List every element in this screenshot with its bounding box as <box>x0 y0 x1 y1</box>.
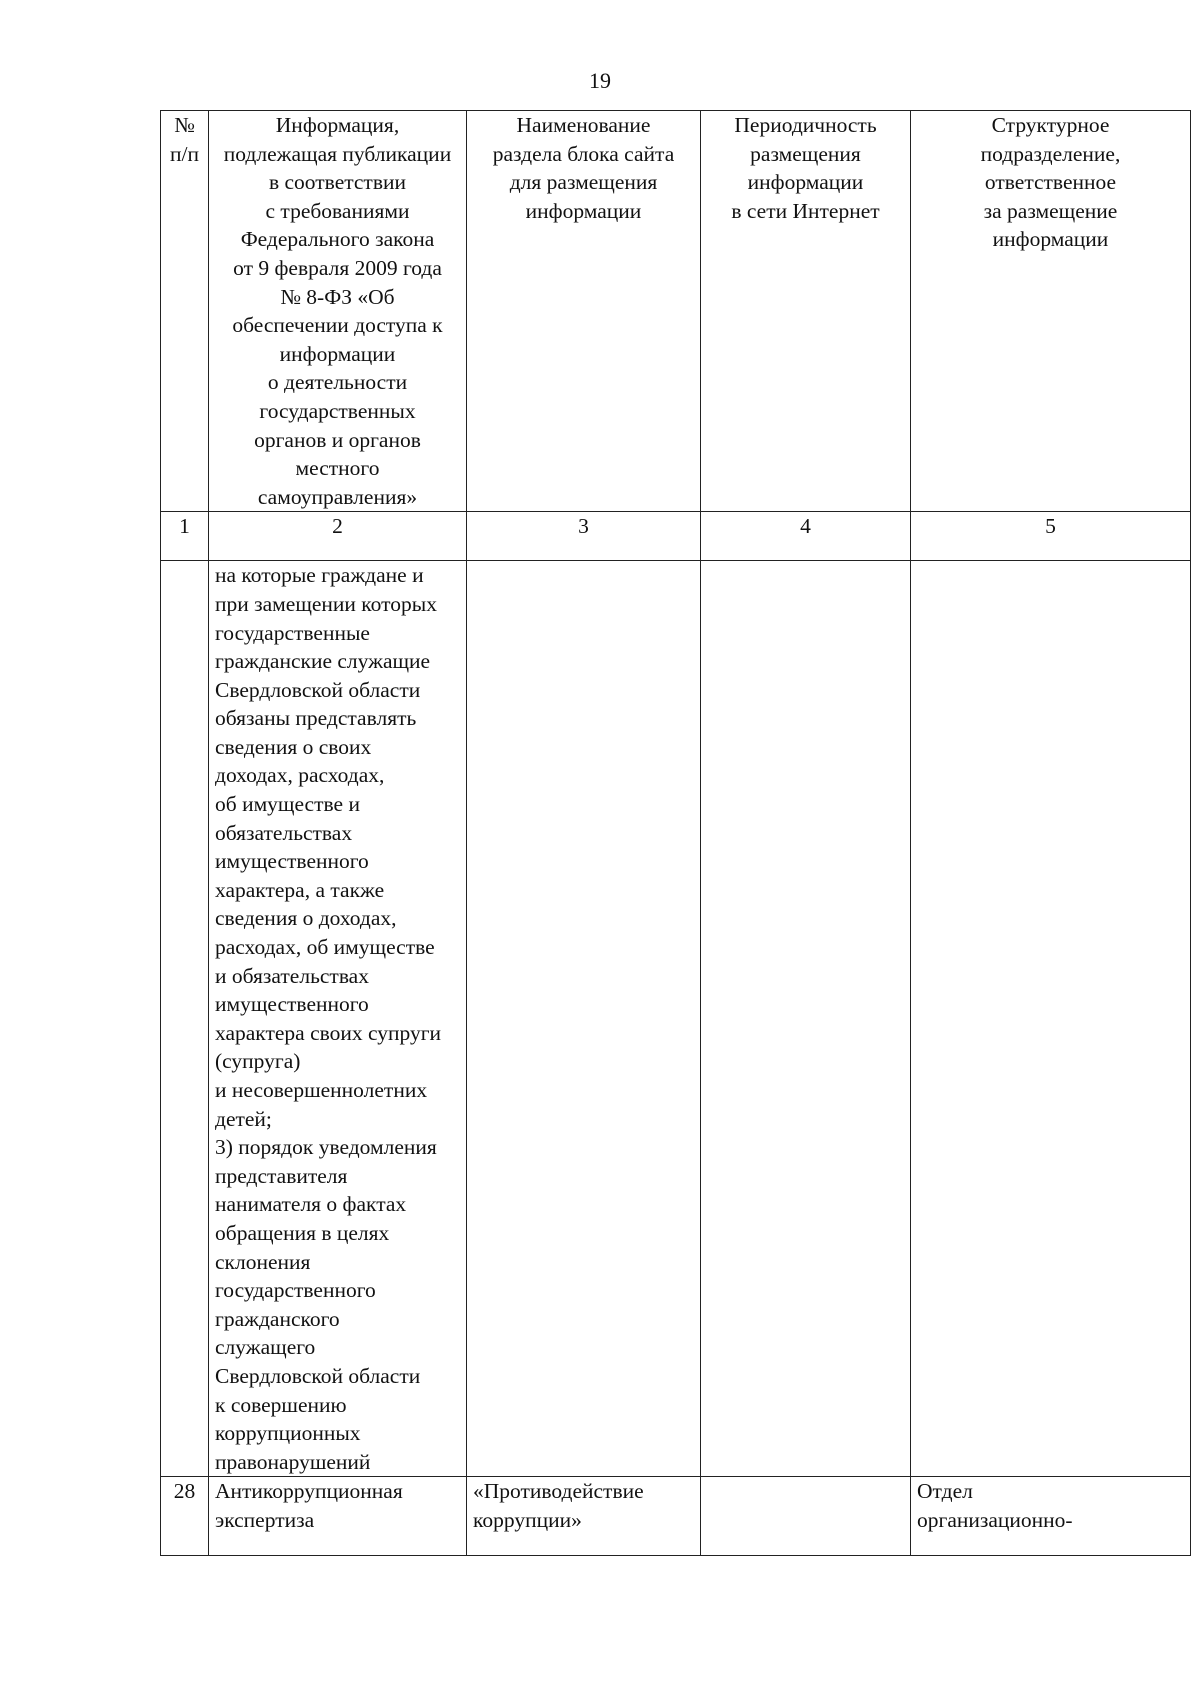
column-number: 3 <box>467 512 701 561</box>
text-line: на которые граждане и <box>215 563 424 588</box>
text-line: информации <box>747 170 864 195</box>
text-line: Антикоррупционная <box>215 1479 403 1504</box>
text-line: информации <box>992 227 1109 252</box>
text-line: гражданские служащие <box>215 649 431 674</box>
text-line: и обязательствах <box>215 963 369 988</box>
text-line: для размещения <box>509 170 658 195</box>
text-line: к совершению <box>215 1392 347 1417</box>
page-number: 19 <box>589 68 611 93</box>
text-line: о деятельности <box>267 370 408 395</box>
column-number: 4 <box>701 512 911 561</box>
cell-number: 28 <box>161 1477 209 1556</box>
text-line: нанимателя о фактах <box>215 1192 407 1217</box>
table-row-28 <box>161 1477 1191 1556</box>
text-line: (супруга) <box>215 1049 301 1074</box>
text-line: в сети Интернет <box>731 198 880 223</box>
text-line: самоуправления» <box>257 484 418 509</box>
text-line: № 8-ФЗ «Об <box>280 284 395 309</box>
text-line: коррупционных <box>215 1421 361 1446</box>
text-line: имущественного <box>215 849 369 874</box>
text-line: коррупции» <box>473 1507 582 1532</box>
text-line: п/п <box>170 141 199 166</box>
header-cell-information <box>209 111 467 512</box>
header-cell-section-name <box>467 111 701 512</box>
text-line: № <box>174 113 195 137</box>
text-line: Свердловской области <box>215 677 421 702</box>
text-line: сведения о доходах, <box>215 906 397 931</box>
text-line: Свердловской области <box>215 1363 421 1388</box>
text-line: характера своих супруги <box>215 1020 442 1045</box>
text-line: склонения <box>215 1249 311 1274</box>
cell-responsible-unit <box>911 561 1191 1477</box>
text-line: служащего <box>215 1335 316 1360</box>
text-line: обязательствах <box>215 820 353 845</box>
text-line: имущественного <box>215 992 369 1017</box>
column-number: 5 <box>911 512 1191 561</box>
text-line: правонарушений <box>215 1449 371 1474</box>
text-line: при замещении которых <box>215 591 437 616</box>
text-line: обязаны представлять <box>215 706 417 731</box>
text-line: Отдел <box>917 1479 973 1504</box>
text-line: государственные <box>215 620 370 645</box>
header-cell-periodicity <box>701 111 911 512</box>
text-line: доходах, расходах, <box>215 763 385 788</box>
text-line: организационно- <box>917 1507 1073 1532</box>
text-line: экспертиза <box>215 1507 315 1532</box>
text-line: ответственное <box>984 170 1117 195</box>
text-line: представителя <box>215 1163 348 1188</box>
column-number: 1 <box>161 512 209 561</box>
text-line: подлежащая публикации <box>223 141 452 166</box>
header-cell-responsible-unit <box>911 111 1191 512</box>
cell-responsible-unit <box>911 1477 1191 1556</box>
text-line: обеспечении доступа к <box>232 313 443 338</box>
text-line: и несовершеннолетних <box>215 1078 428 1102</box>
text-line: органов и органов <box>254 427 421 452</box>
text-line: Федерального закона <box>240 227 435 252</box>
text-line: за размещение <box>983 198 1118 223</box>
text-line: расходах, об имуществе <box>215 935 435 960</box>
text-line: «Противодействие <box>473 1479 644 1504</box>
text-line: государственных <box>259 398 416 423</box>
text-line: Структурное <box>991 113 1110 137</box>
text-line: в соответствии <box>268 170 406 195</box>
text-line: с требованиями <box>265 198 410 223</box>
table-header-row <box>161 111 1191 512</box>
cell-periodicity <box>701 561 911 1477</box>
column-number-row <box>161 512 1191 561</box>
text-line: раздела блока сайта <box>492 141 675 166</box>
cell-number <box>161 561 209 1477</box>
text-line: информации <box>279 341 396 366</box>
table-row-continuation <box>161 561 1191 1477</box>
text-line: Информация, <box>275 113 400 137</box>
disclosure-table <box>160 110 1191 1556</box>
text-line: гражданского <box>215 1306 340 1331</box>
cell-section-name <box>467 1477 701 1556</box>
text-line: обращения в целях <box>215 1220 390 1245</box>
cell-information-text <box>209 1477 467 1556</box>
cell-information-text <box>209 561 467 1477</box>
text-line: подразделение, <box>980 141 1121 166</box>
text-line: Наименование <box>516 113 651 137</box>
text-line: характера, а также <box>215 877 385 902</box>
text-line: сведения о своих <box>215 734 372 759</box>
text-line: местного <box>295 456 380 481</box>
cell-periodicity <box>701 1477 911 1556</box>
text-line: размещения <box>750 141 861 166</box>
cell-section-name <box>467 561 701 1477</box>
text-line: Периодичность <box>734 113 877 137</box>
column-number: 2 <box>209 512 467 561</box>
text-line: об имуществе и <box>215 792 360 817</box>
text-line: от 9 февраля 2009 года <box>233 255 442 280</box>
text-line: детей; <box>215 1106 272 1131</box>
text-line: 3) порядок уведомления <box>215 1135 437 1160</box>
text-line: информации <box>525 198 642 223</box>
header-cell-number <box>161 111 209 512</box>
text-line: государственного <box>215 1278 376 1303</box>
